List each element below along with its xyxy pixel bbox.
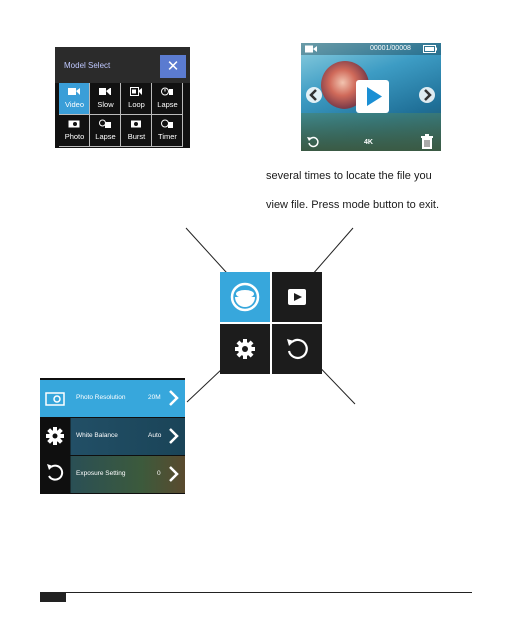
settings-label: Exposure Setting xyxy=(76,470,126,477)
instruction-line-1: several times to locate the file you xyxy=(266,170,432,182)
settings-screenshot xyxy=(40,378,185,494)
settings-gear-icon xyxy=(40,418,70,455)
footer-rule xyxy=(40,592,472,593)
mode-label: Loop xyxy=(128,100,145,109)
settings-value: Auto xyxy=(148,432,162,439)
settings-row[interactable] xyxy=(40,380,185,417)
close-button[interactable]: ✕ xyxy=(160,55,186,78)
mode-label: Slow xyxy=(97,100,114,109)
playback-mode-tile[interactable] xyxy=(272,272,322,322)
settings-gear-icon xyxy=(220,324,270,374)
settings-label: White Balance xyxy=(76,432,118,439)
settings-label: Photo Resolution xyxy=(76,394,126,401)
mode-label: Lapse xyxy=(157,100,178,109)
page-number-tab xyxy=(40,593,66,602)
settings-row[interactable] xyxy=(40,456,185,493)
settings-row-icon-cell xyxy=(40,418,70,455)
return-icon xyxy=(272,324,322,374)
playback-icon xyxy=(272,272,322,322)
settings-value: 0 xyxy=(157,470,161,477)
mode-select-title: Model Select xyxy=(64,61,111,70)
settings-value: 20M xyxy=(148,394,161,401)
mode-label: Burst xyxy=(127,132,146,141)
mode-label: Timer xyxy=(158,132,177,141)
video-mode-icon xyxy=(220,272,270,322)
return-mode-tile[interactable] xyxy=(272,324,322,374)
instruction-line-2: view file. Press mode button to exit. xyxy=(266,199,440,211)
photo-camera-icon xyxy=(40,380,70,417)
resolution-badge: 4K xyxy=(364,139,373,146)
chevron-right-icon xyxy=(164,388,182,408)
settings-mode-tile[interactable] xyxy=(220,324,270,374)
video-mode-tile[interactable] xyxy=(220,272,270,322)
settings-row[interactable] xyxy=(40,418,185,455)
mode-label: Lapse xyxy=(95,132,116,141)
settings-row-icon-cell xyxy=(40,380,70,417)
chevron-right-icon xyxy=(164,464,182,484)
mode-label: Video xyxy=(64,100,85,109)
chevron-right-icon xyxy=(164,426,182,446)
return-icon xyxy=(40,456,70,493)
settings-row-icon-cell xyxy=(40,456,70,493)
mode-label: Photo xyxy=(64,132,85,141)
file-counter: 00001/00008 xyxy=(370,45,411,52)
